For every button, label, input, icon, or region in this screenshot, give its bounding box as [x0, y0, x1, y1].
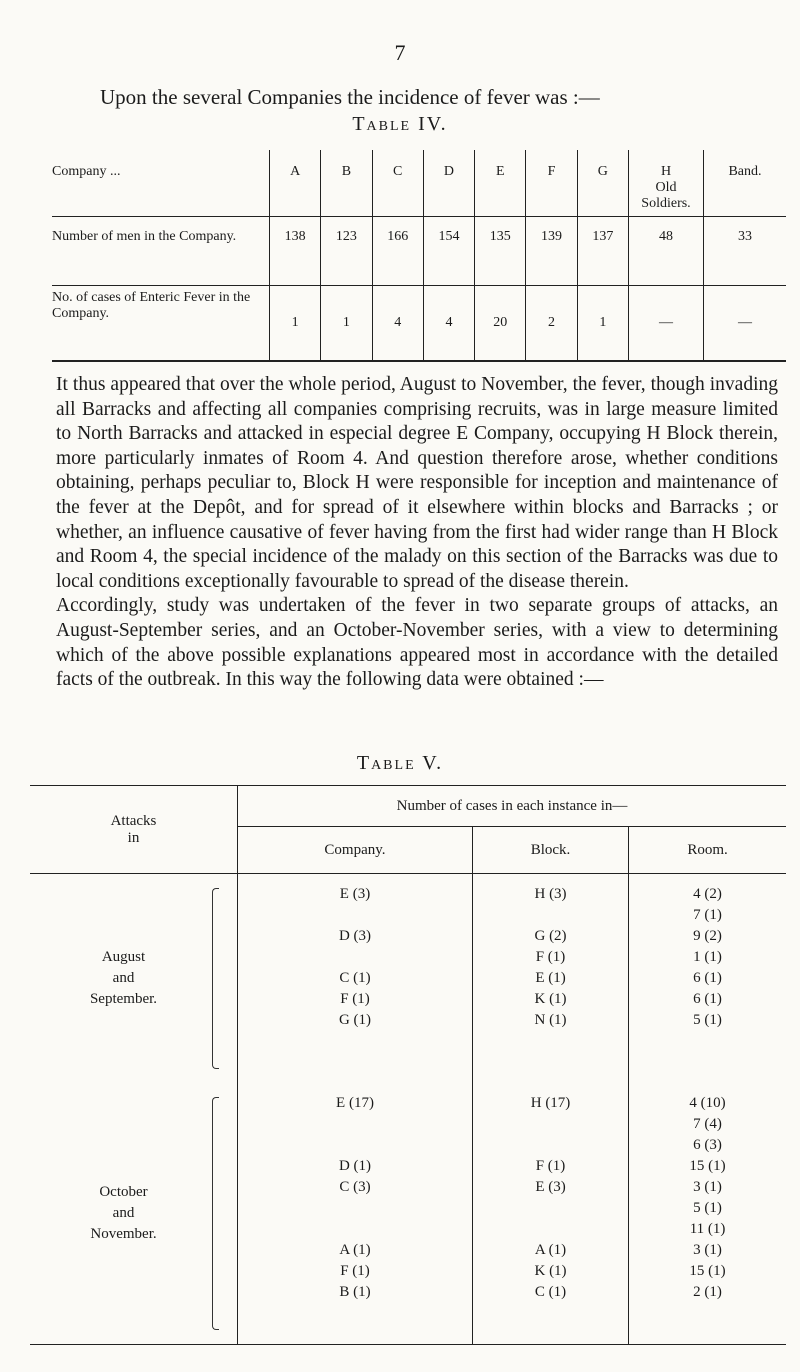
intro-line: Upon the several Companies the incidence of fever was :— [100, 85, 600, 109]
table-v-title: Table V. [356, 752, 444, 774]
table-iv-men-row [52, 217, 786, 286]
men-label: Number of men in the Company. [52, 217, 270, 286]
men-value: 48 [629, 217, 704, 286]
body-text [56, 373, 778, 693]
paragraph: Accordingly, study was undertaken of the fever in two separate groups of attacks, an August-September series, and an October-November series, with a view to determining which of the above possible explanations appeared most in accordance with the detailed facts of the outbreak. In this way the following data were obtained :— [56, 595, 778, 691]
oct-nov-row [30, 1083, 786, 1345]
men-value: 33 [704, 217, 787, 286]
company-d: D [423, 150, 474, 217]
company-a: A [270, 150, 321, 217]
company-f: F [526, 150, 577, 217]
table-iv-title: Table IV. [352, 113, 448, 135]
men-value: 135 [475, 217, 526, 286]
aug-sep-label-cell [30, 874, 238, 1084]
cases-value: 2 [526, 286, 577, 362]
cases-label: No. of cases of Enteric Fever in the Company. [52, 286, 270, 362]
table-iv [52, 150, 786, 362]
aug-room-cell: 4 (2) 7 (1) 9 (2) 1 (1) 6 (1) 6 (1) 5 (1) [629, 874, 786, 1084]
cases-value: 4 [423, 286, 474, 362]
company-g: G [577, 150, 628, 217]
attacks-header: Attacks in [30, 786, 238, 874]
company-label: Company ... [52, 150, 270, 217]
cases-value: 1 [321, 286, 372, 362]
cases-value: 1 [577, 286, 628, 362]
men-value: 138 [270, 217, 321, 286]
men-value: 166 [372, 217, 423, 286]
table-iv-header-row [52, 150, 786, 217]
number-of-cases-header: Number of cases in each instance in— [238, 786, 787, 827]
room-header: Room. [629, 827, 786, 874]
company-h: H Old Soldiers. [629, 150, 704, 217]
aug-sep-label: August and September. [89, 949, 158, 1007]
oct-block-cell: H (17) F (1) E (3) A (1) K (1) C (1) [472, 1083, 628, 1345]
brace [212, 1097, 219, 1330]
company-band: Band. [704, 150, 787, 217]
oct-room-cell: 4 (10) 7 (4) 6 (3) 15 (1) 3 (1) 5 (1) 11 (1) 3 (1) 15 (1) 2 (1) [629, 1083, 786, 1345]
men-value: 154 [423, 217, 474, 286]
page-number: 7 [394, 40, 406, 65]
cases-value: — [629, 286, 704, 362]
table-iv-cases-row [52, 286, 786, 362]
company-e: E [475, 150, 526, 217]
cases-value: 1 [270, 286, 321, 362]
company-c: C [372, 150, 423, 217]
cases-value: 20 [475, 286, 526, 362]
cases-value: — [704, 286, 787, 362]
aug-sep-row [30, 874, 786, 1084]
table-v [30, 785, 786, 1345]
oct-nov-label: October and November. [90, 1184, 157, 1242]
aug-company-cell: E (3) D (3) C (1) F (1) G (1) [238, 874, 473, 1084]
paragraph: It thus appeared that over the whole period, August to November, the fever, though invading all Barracks and affecting all companies comprising recruits, was in large measure limited to North Barracks and attacked in especial degree E Company, occupying H Block therein, more particularly inmates of Room 4. And question therefore arose, whether conditions obtaining, perhaps peculiar to, Block H were responsible for inception and maintenance of the fever at the Depôt, and for spread of it elsewhere within blocks and Barracks ; or whether, an influence causative of fever having from the first had wider range than H Block and Room 4, the special incidence of the malady on this section of the Barracks was due to local conditions exceptionally favourable to spread of the disease therein. [56, 374, 778, 592]
men-value: 123 [321, 217, 372, 286]
men-value: 139 [526, 217, 577, 286]
table-v-header-row [30, 786, 786, 827]
block-header: Block. [472, 827, 628, 874]
men-value: 137 [577, 217, 628, 286]
brace [212, 888, 219, 1069]
oct-company-cell: E (17) D (1) C (3) A (1) F (1) B (1) [238, 1083, 473, 1345]
oct-nov-label-cell [30, 1083, 238, 1345]
cases-value: 4 [372, 286, 423, 362]
company-b: B [321, 150, 372, 217]
company-header: Company. [238, 827, 473, 874]
aug-block-cell: H (3) G (2) F (1) E (1) K (1) N (1) [472, 874, 628, 1084]
